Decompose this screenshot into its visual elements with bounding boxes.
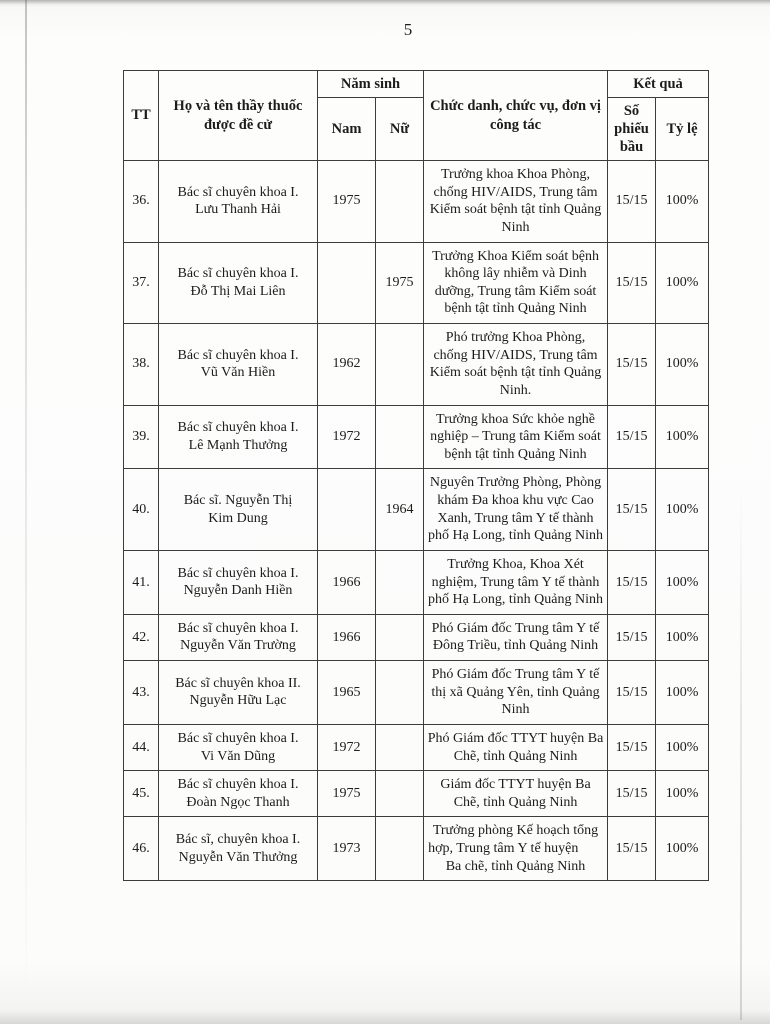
scan-edge-right: [740, 480, 742, 1020]
cell-birth-year-female: [376, 161, 424, 243]
cell-name: [159, 550, 318, 614]
doctor-name: Nguyễn Danh Hiền: [183, 583, 293, 599]
col-header-name: Họ và tên thầy thuốc được đề cử: [159, 71, 318, 161]
cell-position: Trưởng khoa Khoa Phòng, chống HIV/AIDS, Trung tâm Kiểm soát bệnh tật tỉnh Quảng Ninh: [424, 161, 608, 243]
doctor-name: Kim Dung: [208, 510, 268, 526]
cell-ratio: 100%: [656, 614, 709, 660]
cell-birth-year-female: [376, 614, 424, 660]
doctor-name: Vi Văn Dũng: [200, 748, 276, 764]
cell-tt: 44.: [124, 724, 159, 770]
scan-fold-line: [25, 0, 27, 1002]
table-row: [124, 724, 709, 770]
cell-votes: 15/15: [608, 771, 656, 817]
col-header-tt: TT: [124, 71, 159, 161]
doctor-name: Đỗ Thị Mai Liên: [190, 283, 286, 299]
doctor-title: Bác sĩ. Nguyễn Thị: [183, 493, 293, 508]
cell-votes: 15/15: [608, 405, 656, 469]
cell-birth-year-male: 1975: [318, 161, 376, 243]
page-number: 5: [403, 20, 413, 39]
cell-birth-year-male: 1975: [318, 771, 376, 817]
col-header-position: Chức danh, chức vụ, đơn vị công tác: [424, 71, 608, 161]
cell-ratio: 100%: [656, 405, 709, 469]
doctor-title: Bác sĩ chuyên khoa I.: [177, 420, 299, 436]
col-header-result: Kết quả: [608, 71, 709, 98]
cell-birth-year-female: 1964: [376, 469, 424, 551]
doctor-title: Bác sĩ chuyên khoa I.: [177, 184, 299, 200]
cell-birth-year-female: 1975: [376, 242, 424, 324]
cell-name: [159, 405, 318, 469]
cell-name: [159, 614, 318, 660]
cell-name: [159, 469, 318, 551]
cell-birth-year-male: 1965: [318, 661, 376, 725]
doctor-title: Bác sĩ chuyên khoa I.: [177, 777, 299, 793]
cell-votes: 15/15: [608, 550, 656, 614]
cell-votes: 15/15: [608, 817, 656, 881]
col-header-ratio: Tỷ lệ: [656, 98, 709, 161]
cell-birth-year-male: 1972: [318, 405, 376, 469]
cell-tt: 40.: [124, 469, 159, 551]
cell-tt: 36.: [124, 161, 159, 243]
cell-birth-year-female: [376, 771, 424, 817]
cell-ratio: 100%: [656, 817, 709, 881]
table-row: [124, 405, 709, 469]
table-header: [124, 71, 709, 161]
cell-birth-year-female: [376, 724, 424, 770]
cell-ratio: 100%: [656, 661, 709, 725]
scan-edge-top: [0, 0, 770, 7]
table-row: [124, 161, 709, 243]
cell-birth-year-male: [318, 242, 376, 324]
cell-votes: 15/15: [608, 242, 656, 324]
cell-position: Phó trưởng Khoa Phòng, chống HIV/AIDS, Trung tâm Kiểm soát bệnh tật tỉnh Quảng Ninh.: [424, 324, 608, 406]
cell-tt: 43.: [124, 661, 159, 725]
table-row: [124, 614, 709, 660]
cell-tt: 38.: [124, 324, 159, 406]
doctor-name: Nguyễn Văn Thưởng: [178, 849, 298, 865]
cell-position: Phó Giám đốc TTYT huyện Ba Chẽ, tỉnh Quảng Ninh: [424, 724, 608, 770]
table-row: [124, 469, 709, 551]
doctor-name: Nguyễn Hữu Lạc: [189, 693, 287, 709]
cell-ratio: 100%: [656, 550, 709, 614]
cell-name: [159, 817, 318, 881]
doctor-title: Bác sĩ chuyên khoa I.: [177, 565, 299, 581]
doctor-title: Bác sĩ chuyên khoa I.: [177, 620, 299, 636]
cell-tt: 45.: [124, 771, 159, 817]
doctor-title: Bác sĩ, chuyên khoa I.: [175, 832, 301, 848]
cell-birth-year-male: 1966: [318, 614, 376, 660]
cell-tt: 42.: [124, 614, 159, 660]
doctor-name: Vũ Văn Hiền: [200, 365, 276, 381]
cell-tt: 46.: [124, 817, 159, 881]
cell-birth-year-female: [376, 817, 424, 881]
cell-position: Trưởng Khoa Kiểm soát bệnh không lây nhiễm và Dinh dưỡng, Trung tâm Kiểm soát bệnh tật tỉnh Quảng Ninh: [424, 242, 608, 324]
cell-ratio: 100%: [656, 469, 709, 551]
cell-position: Trưởng Khoa, Khoa Xét nghiệm, Trung tâm Y tế thành phố Hạ Long, tỉnh Quảng Ninh: [424, 550, 608, 614]
table-row: [124, 771, 709, 817]
col-header-votes: Số phiếu bầu: [608, 98, 656, 161]
cell-birth-year-female: [376, 661, 424, 725]
cell-tt: 37.: [124, 242, 159, 324]
cell-name: [159, 242, 318, 324]
cell-birth-year-female: [376, 405, 424, 469]
cell-birth-year-female: [376, 324, 424, 406]
cell-votes: 15/15: [608, 661, 656, 725]
cell-name: [159, 661, 318, 725]
cell-position: Nguyên Trưởng Phòng, Phòng khám Đa khoa khu vực Cao Xanh, Trung tâm Y tế thành phố Hạ Long, tỉnh Quảng Ninh: [424, 469, 608, 551]
cell-birth-year-male: 1962: [318, 324, 376, 406]
cell-tt: 39.: [124, 405, 159, 469]
doctor-title: Bác sĩ chuyên khoa II.: [175, 675, 301, 691]
cell-ratio: 100%: [656, 161, 709, 243]
table-row: [124, 817, 709, 881]
doctor-name: Lê Mạnh Thưởng: [188, 437, 288, 453]
cell-birth-year-male: 1966: [318, 550, 376, 614]
cell-votes: 15/15: [608, 724, 656, 770]
cell-ratio: 100%: [656, 771, 709, 817]
doctor-title: Bác sĩ chuyên khoa I.: [177, 730, 299, 746]
col-header-birth-year: Năm sinh: [318, 71, 424, 98]
table-row: [124, 661, 709, 725]
cell-birth-year-female: [376, 550, 424, 614]
doctor-title: Bác sĩ chuyên khoa I.: [177, 266, 299, 282]
doctor-name: Đoàn Ngọc Thanh: [186, 794, 290, 810]
cell-name: [159, 161, 318, 243]
table-body: [124, 161, 709, 881]
cell-position: Phó Giám đốc Trung tâm Y tế Đông Triều, tỉnh Quảng Ninh: [424, 614, 608, 660]
doctor-name: Lưu Thanh Hải: [195, 202, 281, 218]
cell-ratio: 100%: [656, 324, 709, 406]
cell-name: [159, 724, 318, 770]
cell-name: [159, 771, 318, 817]
cell-position: Phó Giám đốc Trung tâm Y tế thị xã Quảng Yên, tỉnh Quảng Ninh: [424, 661, 608, 725]
col-header-male: Nam: [318, 98, 376, 161]
scan-edge-bottom: [0, 1010, 770, 1024]
doctors-results-table: [123, 70, 709, 881]
cell-ratio: 100%: [656, 724, 709, 770]
cell-position: Trưởng khoa Sức khỏe nghề nghiệp – Trung tâm Kiểm soát bệnh tật tỉnh Quảng Ninh: [424, 405, 608, 469]
cell-birth-year-male: [318, 469, 376, 551]
doctor-title: Bác sĩ chuyên khoa I.: [177, 347, 299, 363]
table-row: [124, 324, 709, 406]
cell-name: [159, 324, 318, 406]
doctor-name: Nguyễn Văn Trường: [180, 638, 296, 654]
cell-votes: 15/15: [608, 614, 656, 660]
cell-tt: 41.: [124, 550, 159, 614]
cell-position: Trưởng phòng Kế hoạch tổng hợp, Trung tâm Y tế huyện Ba chẽ, tỉnh Quảng Ninh: [424, 817, 608, 881]
cell-votes: 15/15: [608, 161, 656, 243]
cell-votes: 15/15: [608, 469, 656, 551]
cell-position: Giám đốc TTYT huyện Ba Chẽ, tỉnh Quảng Ninh: [424, 771, 608, 817]
table-row: [124, 550, 709, 614]
col-header-female: Nữ: [376, 98, 424, 161]
cell-birth-year-male: 1973: [318, 817, 376, 881]
cell-votes: 15/15: [608, 324, 656, 406]
cell-birth-year-male: 1972: [318, 724, 376, 770]
cell-ratio: 100%: [656, 242, 709, 324]
table-row: [124, 242, 709, 324]
